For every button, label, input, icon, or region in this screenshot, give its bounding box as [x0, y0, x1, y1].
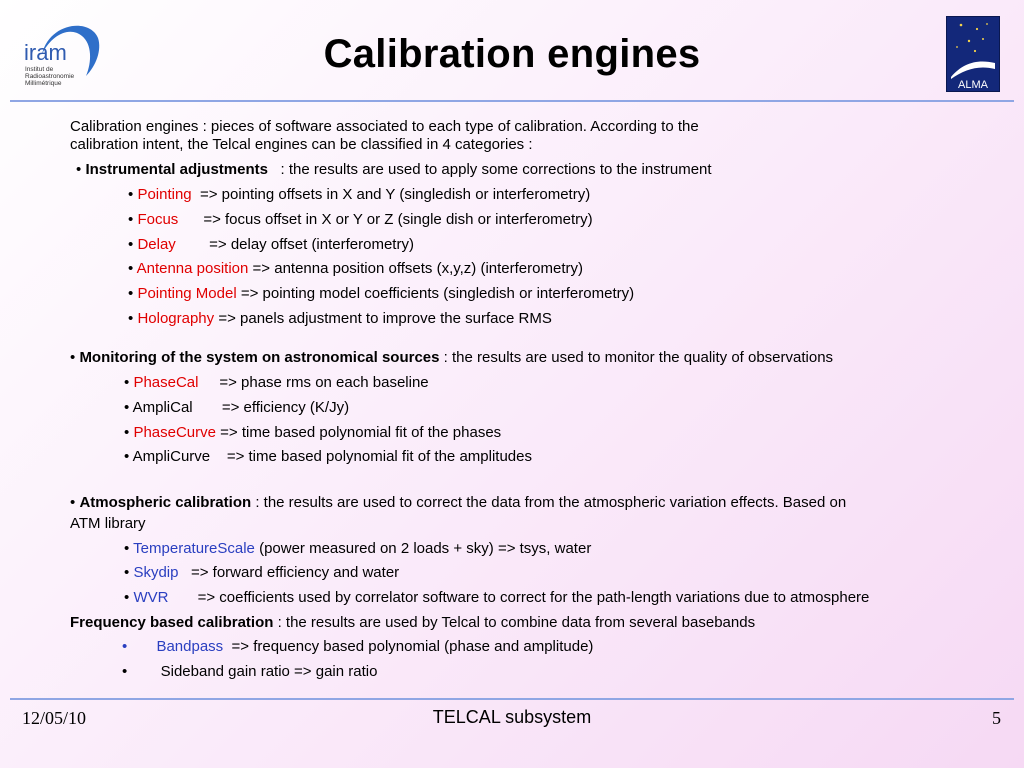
- item-name: WVR: [133, 589, 169, 606]
- list-item: [124, 589, 869, 607]
- bullet: •: [124, 448, 130, 465]
- list-item: [124, 448, 532, 466]
- frequency-heading: Frequency based calibration: [70, 614, 274, 631]
- item-desc: => forward efficiency and water: [190, 564, 400, 581]
- item-desc: => delay offset (interferometry): [209, 236, 414, 253]
- item-desc: => time based polynomial fit of the amplitudes: [226, 448, 532, 465]
- bullet: •: [124, 399, 130, 416]
- bullet: •: [124, 424, 130, 441]
- item-name: Bandpass: [156, 638, 224, 655]
- item-desc: => panels adjustment to improve the surface RMS: [218, 310, 552, 327]
- item-desc: => pointing offsets in X and Y (singledish or interferometry): [200, 186, 591, 203]
- item-desc: => pointing model coefficients (singledish or interferometry): [240, 285, 635, 302]
- list-item: [128, 285, 634, 303]
- page-number: 5: [992, 708, 1001, 728]
- bullet: •: [124, 374, 130, 391]
- item-name: Pointing: [137, 186, 192, 203]
- item-desc: => time based polynomial fit of the phases: [220, 424, 502, 441]
- list-item: [128, 310, 552, 328]
- bullet: •: [70, 494, 76, 511]
- item-name: AmpliCurve: [132, 448, 211, 465]
- iram-line3: Millimétrique: [25, 80, 62, 87]
- section-frequency: [70, 614, 755, 632]
- iram-line2: Radioastronomie: [25, 73, 75, 80]
- item-desc: => focus offset in X or Y or Z (single dish or interferometry): [203, 211, 593, 228]
- bullet: •: [122, 638, 128, 655]
- item-name: Antenna position: [136, 260, 249, 277]
- item-name: Holography: [137, 310, 215, 327]
- list-item: [124, 564, 399, 582]
- item-name: AmpliCal: [132, 399, 193, 416]
- intro-line2: calibration intent, the Telcal engines can be classified in 4 categories :: [70, 136, 533, 153]
- list-item: [124, 540, 591, 558]
- section-monitoring: [70, 349, 833, 367]
- list-item: [124, 424, 501, 442]
- list-item: [128, 211, 593, 229]
- item-desc: (power measured on 2 loads + sky) => tsys, water: [259, 540, 592, 557]
- list-item: [128, 186, 590, 204]
- bullet: •: [122, 663, 128, 680]
- bullet: •: [124, 589, 130, 606]
- bullet: •: [128, 211, 134, 228]
- bullet: •: [124, 540, 130, 557]
- section-atmospheric: [70, 494, 846, 512]
- bullet: •: [76, 161, 82, 178]
- frequency-desc: : the results are used by Telcal to combine data from several basebands: [277, 614, 756, 631]
- item-desc: => coefficients used by correlator software to correct for the path-length variations due to atmosphere: [197, 589, 870, 606]
- atmospheric-heading: Atmospheric calibration: [79, 494, 252, 511]
- bullet: •: [128, 260, 134, 277]
- bullet: •: [128, 285, 134, 302]
- item-name: Skydip: [133, 564, 179, 581]
- instrumental-desc: : the results are used to apply some corrections to the instrument: [280, 161, 712, 178]
- atmospheric-desc-line2: ATM library: [70, 515, 146, 532]
- item-name: PhaseCurve: [133, 424, 216, 441]
- iram-line1: Institut de: [25, 66, 54, 73]
- intro-line1: Calibration engines : pieces of software associated to each type of calibration. According to the: [70, 118, 699, 135]
- section-instrumental: [76, 161, 712, 179]
- bullet: •: [128, 186, 134, 203]
- item-name: PhaseCal: [133, 374, 199, 391]
- footer-divider: [10, 698, 1014, 700]
- footer-date: 12/05/10: [22, 708, 87, 728]
- item-name: Sideband gain ratio => gain ratio: [160, 663, 378, 680]
- bullet: •: [70, 349, 76, 366]
- footer-title: TELCAL subsystem: [432, 707, 592, 727]
- list-item: [128, 236, 414, 254]
- item-name: Pointing Model: [137, 285, 237, 302]
- item-desc: => frequency based polynomial (phase and amplitude): [231, 638, 594, 655]
- list-item: [122, 638, 593, 656]
- list-item: [124, 399, 349, 417]
- atmospheric-desc: : the results are used to correct the data from the atmospheric variation effects. Based on: [255, 494, 847, 511]
- list-item: [122, 663, 377, 681]
- item-desc: => efficiency (K/Jy): [221, 399, 350, 416]
- item-name: Focus: [137, 211, 179, 228]
- bullet: •: [128, 236, 134, 253]
- item-desc: => antenna position offsets (x,y,z) (interferometry): [252, 260, 583, 277]
- monitoring-heading: Monitoring of the system on astronomical sources: [79, 349, 440, 366]
- bullet: •: [128, 310, 134, 327]
- alma-brand: ALMA: [958, 79, 988, 91]
- item-name: TemperatureScale: [133, 540, 255, 557]
- bullet: •: [124, 564, 130, 581]
- slide-title: Calibration engines: [323, 32, 701, 76]
- instrumental-heading: Instrumental adjustments: [85, 161, 268, 178]
- monitoring-desc: : the results are used to monitor the quality of observations: [443, 349, 834, 366]
- list-item: [128, 260, 583, 278]
- list-item: [124, 374, 429, 392]
- item-name: Delay: [137, 236, 176, 253]
- iram-brand: iram: [24, 40, 67, 65]
- item-desc: => phase rms on each baseline: [219, 374, 429, 391]
